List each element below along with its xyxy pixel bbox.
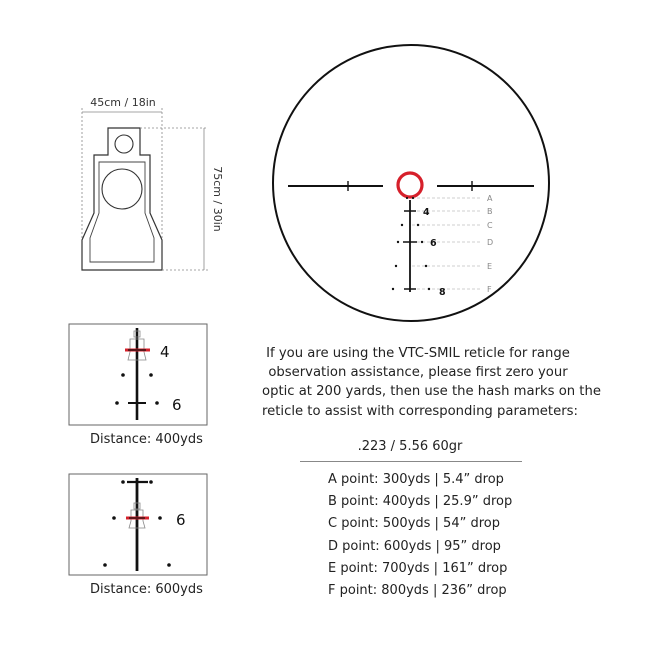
example-400yds [69,324,207,425]
reticle-view [273,45,549,321]
target-height-label: 75cm / 30in [211,166,224,232]
reticle-letter-a: A [487,194,493,203]
reticle-number-6: 6 [430,238,437,249]
instructions-line: optic at 200 yards, then use the hash marks on the [262,384,601,400]
reticle-letter-d: D [487,238,494,247]
reticle-letter-f: F [487,285,492,294]
instructions-line: observation assistance, please first zero your [268,365,568,381]
ammo-label: .223 / 5.56 60gr [357,439,463,454]
reticle-letter-b: B [487,207,493,216]
drop-point-b: B point: 400yds | 25.9” drop [328,494,513,510]
example-400-caption: Distance: 400yds [90,432,203,447]
reticle-number-4: 4 [423,207,430,218]
instructions-line: reticle to assist with corresponding parameters: [262,403,578,419]
target-silhouette [82,128,162,270]
drop-point-c: C point: 500yds | 54” drop [328,516,500,532]
instructions-paragraph [262,344,601,421]
reticle-letter-e: E [487,262,493,271]
reticle-letter-c: C [487,221,493,230]
separator-line [300,461,522,462]
scope-circle [273,45,549,321]
reticle-number-8: 8 [439,287,446,298]
example-600yds [69,474,207,575]
example-600-caption: Distance: 600yds [90,582,203,597]
drop-point-f: F point: 800yds | 236” drop [328,583,507,599]
example-400-number-6: 6 [172,396,182,414]
drop-point-d: D point: 600yds | 95” drop [328,538,501,554]
drop-points-list [328,469,512,602]
instructions-line: If you are using the VTC-SMIL reticle for range [266,346,570,361]
drop-point-e: E point: 700yds | 161” drop [328,560,508,576]
target-width-label: 45cm / 18in [90,96,156,109]
example-600-number-6: 6 [176,511,186,529]
drop-point-a: A point: 300yds | 5.4” drop [328,472,504,487]
example-400-number-4: 4 [160,343,170,361]
red-dot-circle [398,173,422,197]
